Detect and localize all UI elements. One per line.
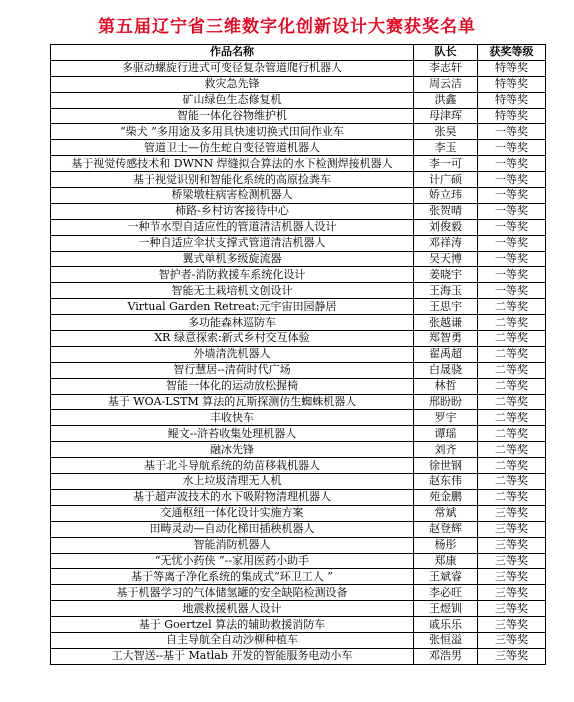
cell-name: 融冰先锋 — [51, 442, 414, 458]
table-row — [51, 315, 546, 331]
cell-level: 二等奖 — [478, 410, 546, 426]
cell-name: 一种节水型自适应性的管道清洁机器人设计 — [51, 219, 414, 235]
table-row — [51, 76, 546, 92]
cell-leader: 郑智勇 — [414, 331, 478, 347]
cell-name: 智能消防机器人 — [51, 537, 414, 553]
cell-name: 柿路-乡村访客接待中心 — [51, 203, 414, 219]
cell-name: 智护者-消防救援车系统化设计 — [51, 267, 414, 283]
cell-name: 基于北斗导航系统的幼苗移栽机器人 — [51, 458, 414, 474]
cell-name: 丰收快车 — [51, 410, 414, 426]
header-level: 获奖等级 — [478, 45, 546, 61]
cell-level: 一等奖 — [478, 140, 546, 156]
cell-name: 桥梁墩柱病害检测机器人 — [51, 188, 414, 204]
cell-name: 基于等离子净化系统的集成式“环卫工人 ” — [51, 569, 414, 585]
cell-level: 三等奖 — [478, 553, 546, 569]
cell-name: 地震救援机器人设计 — [51, 601, 414, 617]
table-row — [51, 426, 546, 442]
cell-leader: 赵登辉 — [414, 521, 478, 537]
table-row — [51, 617, 546, 633]
table-row — [51, 203, 546, 219]
table-row — [51, 362, 546, 378]
cell-leader: 吴天博 — [414, 251, 478, 267]
cell-name: 智能无土栽培机文创设计 — [51, 283, 414, 299]
cell-leader: 常斌 — [414, 505, 478, 521]
table-row — [51, 140, 546, 156]
cell-leader: 王煜钏 — [414, 601, 478, 617]
table-row — [51, 346, 546, 362]
cell-level: 三等奖 — [478, 569, 546, 585]
cell-level: 三等奖 — [478, 505, 546, 521]
table-row — [51, 553, 546, 569]
table-row — [51, 219, 546, 235]
cell-leader: 杨彤 — [414, 537, 478, 553]
cell-leader: 刘齐 — [414, 442, 478, 458]
cell-name: 交通枢纽一体化设计实施方案 — [51, 505, 414, 521]
cell-leader: 李志轩 — [414, 60, 478, 76]
cell-name: 工大智送--基于 Matlab 开发的智能服务电动小车 — [51, 648, 414, 664]
cell-name: 田畴灵动—自动化梯田插秧机器人 — [51, 521, 414, 537]
cell-name: 矿山绿色生态修复机 — [51, 92, 414, 108]
cell-level: 二等奖 — [478, 346, 546, 362]
table-row — [51, 299, 546, 315]
cell-level: 二等奖 — [478, 474, 546, 490]
cell-level: 一等奖 — [478, 156, 546, 172]
cell-name: XR 绿意探索:新式乡村交互体验 — [51, 331, 414, 347]
cell-leader: 李玉 — [414, 140, 478, 156]
table-row — [51, 251, 546, 267]
cell-name: 基于视觉传感技术和 DWNN 焊缝拟合算法的水下检测焊接机器人 — [51, 156, 414, 172]
cell-name: 一种自适应伞状支撑式管道清洁机器人 — [51, 235, 414, 251]
table-row — [51, 172, 546, 188]
table-row — [51, 442, 546, 458]
table-row — [51, 235, 546, 251]
cell-leader: 徐世钢 — [414, 458, 478, 474]
table-row — [51, 60, 546, 76]
table-row — [51, 331, 546, 347]
cell-leader: 计广硕 — [414, 172, 478, 188]
cell-leader: 周云洁 — [414, 76, 478, 92]
cell-name: 智能一体化谷物维护机 — [51, 108, 414, 124]
cell-level: 二等奖 — [478, 331, 546, 347]
cell-level: 一等奖 — [478, 124, 546, 140]
table-row — [51, 458, 546, 474]
table-row — [51, 489, 546, 505]
cell-level: 三等奖 — [478, 648, 546, 664]
cell-name: “无忧小药侠 ”--家用医药小助手 — [51, 553, 414, 569]
cell-name: 水上垃圾清理无人机 — [51, 474, 414, 490]
cell-leader: 苑金鹏 — [414, 489, 478, 505]
table-row — [51, 569, 546, 585]
cell-leader: 娇立玮 — [414, 188, 478, 204]
table-row — [51, 585, 546, 601]
cell-level: 三等奖 — [478, 585, 546, 601]
cell-level: 三等奖 — [478, 537, 546, 553]
cell-level: 特等奖 — [478, 60, 546, 76]
cell-level: 二等奖 — [478, 299, 546, 315]
cell-name: “柴犬 ”多用途及多用具快速切换式田间作业车 — [51, 124, 414, 140]
cell-leader: 戚乐乐 — [414, 617, 478, 633]
cell-level: 一等奖 — [478, 188, 546, 204]
cell-level: 二等奖 — [478, 378, 546, 394]
cell-leader: 白晟骁 — [414, 362, 478, 378]
cell-name: 翼式单机多级旋流器 — [51, 251, 414, 267]
table-row — [51, 632, 546, 648]
cell-level: 一等奖 — [478, 235, 546, 251]
cell-level: 特等奖 — [478, 108, 546, 124]
cell-level: 一等奖 — [478, 283, 546, 299]
table-row — [51, 108, 546, 124]
cell-level: 一等奖 — [478, 219, 546, 235]
cell-level: 二等奖 — [478, 394, 546, 410]
table-row — [51, 267, 546, 283]
page-title: 第五届辽宁省三维数字化创新设计大赛获奖名单 — [98, 17, 476, 37]
cell-level: 二等奖 — [478, 362, 546, 378]
table-row — [51, 648, 546, 664]
table-row — [51, 283, 546, 299]
table-row — [51, 188, 546, 204]
table-row — [51, 92, 546, 108]
cell-leader: 赵东伟 — [414, 474, 478, 490]
cell-leader: 母津珲 — [414, 108, 478, 124]
cell-name: 鲲文--浒苔收集处理机器人 — [51, 426, 414, 442]
table-row — [51, 394, 546, 410]
cell-level: 一等奖 — [478, 172, 546, 188]
cell-name: 基于机器学习的气体储氢罐的安全缺陷检测设备 — [51, 585, 414, 601]
cell-leader: 洪鑫 — [414, 92, 478, 108]
cell-leader: 张越谦 — [414, 315, 478, 331]
table-row — [51, 410, 546, 426]
cell-name: 基于 WOA-LSTM 算法的瓦斯探测仿生蜘蛛机器人 — [51, 394, 414, 410]
cell-name: 管道卫士—仿生蛇自变径管道机器人 — [51, 140, 414, 156]
table-row — [51, 124, 546, 140]
cell-name: 救灾急先锋 — [51, 76, 414, 92]
cell-name: 智行慧居--清荷时代广场 — [51, 362, 414, 378]
cell-level: 三等奖 — [478, 601, 546, 617]
header-leader: 队长 — [414, 45, 478, 61]
cell-name: 基于 Goertzel 算法的辅助救援消防车 — [51, 617, 414, 633]
cell-level: 二等奖 — [478, 489, 546, 505]
cell-leader: 林哲 — [414, 378, 478, 394]
cell-level: 二等奖 — [478, 426, 546, 442]
cell-name: 外墙清洗机器人 — [51, 346, 414, 362]
table-row — [51, 537, 546, 553]
table-row — [51, 505, 546, 521]
table-header-row — [51, 45, 546, 61]
cell-name: 基于视觉识别和智能化系统的高原捡粪车 — [51, 172, 414, 188]
cell-level: 三等奖 — [478, 617, 546, 633]
cell-leader: 翟禹超 — [414, 346, 478, 362]
cell-name: 自主导航全自动沙柳种植车 — [51, 632, 414, 648]
cell-leader: 谭瑶 — [414, 426, 478, 442]
cell-level: 二等奖 — [478, 458, 546, 474]
table-body — [51, 60, 546, 664]
cell-name: Virtual Garden Retreat:元宇宙田园静居 — [51, 299, 414, 315]
cell-level: 二等奖 — [478, 442, 546, 458]
cell-leader: 邓祥涛 — [414, 235, 478, 251]
cell-leader: 王思宇 — [414, 299, 478, 315]
cell-leader: 李一可 — [414, 156, 478, 172]
table-row — [51, 521, 546, 537]
cell-level: 三等奖 — [478, 521, 546, 537]
cell-name: 智能一体化的运动放松握椅 — [51, 378, 414, 394]
awards-table — [50, 44, 546, 665]
header-name: 作品名称 — [51, 45, 414, 61]
cell-leader: 李必旺 — [414, 585, 478, 601]
cell-name: 基于超声波技术的水下吸附物清理机器人 — [51, 489, 414, 505]
cell-level: 三等奖 — [478, 632, 546, 648]
table-row — [51, 474, 546, 490]
table-row — [51, 156, 546, 172]
cell-leader: 张贺晴 — [414, 203, 478, 219]
cell-leader: 罗宇 — [414, 410, 478, 426]
table-row — [51, 378, 546, 394]
cell-leader: 王海玉 — [414, 283, 478, 299]
cell-leader: 姜晓宇 — [414, 267, 478, 283]
cell-leader: 刘俊毅 — [414, 219, 478, 235]
cell-level: 特等奖 — [478, 76, 546, 92]
cell-name: 多功能森林巡防车 — [51, 315, 414, 331]
cell-name: 多驱动螺旋行进式可变径复杂管道爬行机器人 — [51, 60, 414, 76]
cell-level: 二等奖 — [478, 315, 546, 331]
cell-leader: 张恒溢 — [414, 632, 478, 648]
cell-level: 特等奖 — [478, 92, 546, 108]
cell-leader: 张昊 — [414, 124, 478, 140]
table-row — [51, 601, 546, 617]
cell-level: 一等奖 — [478, 251, 546, 267]
cell-leader: 郑康 — [414, 553, 478, 569]
cell-leader: 邓浩男 — [414, 648, 478, 664]
cell-leader: 王斌睿 — [414, 569, 478, 585]
cell-level: 一等奖 — [478, 203, 546, 219]
cell-level: 一等奖 — [478, 267, 546, 283]
cell-leader: 邢盼盼 — [414, 394, 478, 410]
